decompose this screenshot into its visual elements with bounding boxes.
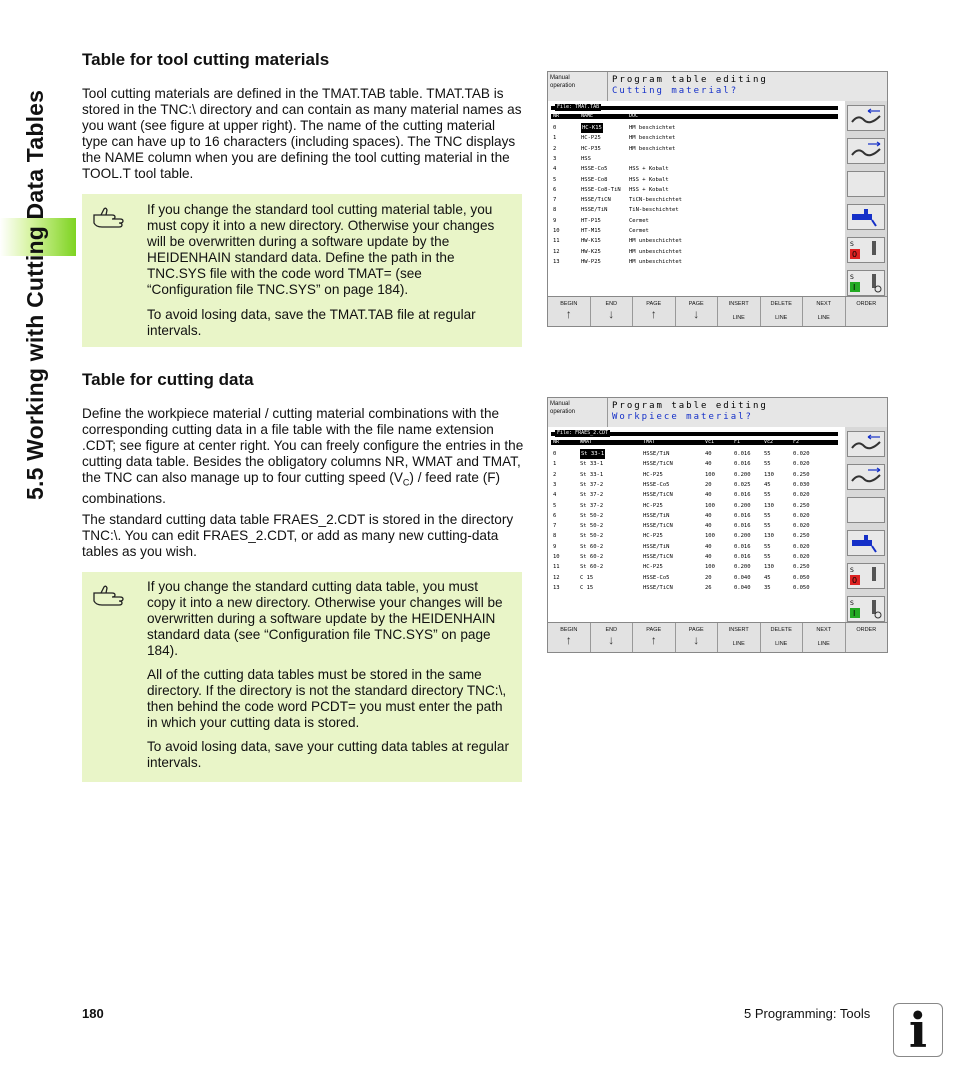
table-cell: TiCN-beschichtet bbox=[629, 197, 682, 204]
screen-header bbox=[608, 398, 887, 428]
table-cell: HC-P25 bbox=[581, 135, 601, 142]
table-row[interactable] bbox=[551, 552, 838, 562]
softkey-label: END bbox=[605, 627, 618, 633]
table-cell: HM unbeschichtet bbox=[629, 238, 682, 245]
coolant-icon bbox=[848, 531, 884, 555]
blank-button[interactable] bbox=[847, 171, 885, 197]
note2-text-3: To avoid losing data, save your cutting data tables at regular intervals. bbox=[147, 739, 509, 770]
col-name: NAME bbox=[581, 113, 594, 119]
spindle-on-icon bbox=[848, 271, 884, 295]
table-cell: St 37-2 bbox=[580, 481, 604, 488]
spindle-on-button[interactable] bbox=[847, 270, 885, 296]
table-cell: 0.200 bbox=[734, 533, 751, 540]
softkey-begin-0[interactable] bbox=[548, 297, 591, 326]
note2-text-1: If you change the standard cutting data table, you must copy it into a new directory. Otherwise your changes will be overwritten during a software update by the HEIDENHAIN standard data (see “Configuration file TNC.SYS” on page 184). bbox=[147, 579, 503, 658]
softkey-label: BEGIN bbox=[560, 627, 578, 633]
table-cell: St 50-2 bbox=[580, 533, 604, 540]
section-heading-tool-cutting-materials: Table for tool cutting materials bbox=[82, 50, 330, 69]
table-cell: HSSE/TiCN bbox=[643, 554, 673, 560]
softkey-label: DELETE bbox=[770, 627, 792, 633]
arrow-icon: ↑ bbox=[565, 307, 572, 321]
table-cell: 0.040 bbox=[734, 574, 751, 581]
table-cell: 40 bbox=[705, 461, 712, 468]
table-cell: 100 bbox=[705, 502, 715, 509]
table-cell: 5 bbox=[553, 502, 557, 509]
softkey-label: LINE bbox=[775, 315, 788, 321]
table-cell: HM unbeschichtet bbox=[629, 248, 682, 255]
svg-text:0: 0 bbox=[852, 576, 858, 585]
softkey-delete-5[interactable] bbox=[761, 623, 804, 652]
col-doc: DOC bbox=[629, 113, 639, 119]
screen-side-panel bbox=[845, 427, 887, 624]
svg-text:S: S bbox=[850, 567, 854, 574]
table-cell: 10 bbox=[553, 228, 560, 234]
table-cell: 0.016 bbox=[734, 492, 751, 499]
table-cell: HC-P25 bbox=[643, 533, 663, 540]
softkey-order-7[interactable] bbox=[846, 623, 888, 652]
blank-button[interactable] bbox=[847, 497, 885, 523]
table-row[interactable] bbox=[551, 470, 838, 480]
table-cell: Cermet bbox=[629, 217, 649, 224]
softkey-next-6[interactable] bbox=[803, 623, 846, 652]
svg-text:I: I bbox=[853, 283, 856, 292]
table-row[interactable] bbox=[551, 573, 838, 583]
table-cell: HC-P25 bbox=[643, 471, 663, 478]
path-left-button[interactable] bbox=[847, 105, 885, 131]
table-cell: HSS bbox=[581, 155, 591, 162]
svg-text:0: 0 bbox=[852, 250, 858, 259]
table-cell: 55 bbox=[764, 461, 771, 468]
softkey-label: LINE bbox=[775, 641, 788, 647]
table-cell: HM beschichtet bbox=[629, 125, 676, 131]
screen-header-line2: Cutting material? bbox=[612, 86, 739, 96]
table-cell: HM unbeschichtet bbox=[629, 258, 682, 265]
softkey-end-1[interactable] bbox=[591, 297, 634, 326]
table-row[interactable] bbox=[551, 501, 838, 511]
arrow-icon: ↑ bbox=[650, 307, 657, 321]
table-cell: HSSE-Co8 bbox=[581, 176, 608, 183]
table-cell: 7 bbox=[553, 197, 557, 204]
table-cell: 0.016 bbox=[734, 554, 751, 560]
table-cell: 12 bbox=[553, 248, 560, 255]
table-cell: 45 bbox=[764, 481, 771, 488]
table-cell: 100 bbox=[705, 533, 715, 540]
arrow-icon: ↓ bbox=[693, 633, 700, 647]
softkey-bar bbox=[548, 622, 887, 652]
softkey-label: NEXT bbox=[816, 301, 832, 307]
table-cell: St 50-2 bbox=[580, 512, 604, 519]
screen-header-line1: Program table editing bbox=[612, 401, 768, 411]
softkey-order-7[interactable] bbox=[846, 297, 888, 326]
table-cell: 0.016 bbox=[734, 523, 751, 530]
table-cell: HSSE-Co5 bbox=[581, 166, 608, 173]
table-cell: 12 bbox=[553, 574, 560, 581]
section-heading-cutting-data: Table for cutting data bbox=[82, 370, 254, 389]
page-number: 180 bbox=[82, 1006, 104, 1021]
table-cell: 8 bbox=[553, 207, 557, 214]
table-cell: 130 bbox=[764, 533, 774, 540]
softkey-label: PAGE bbox=[646, 301, 662, 307]
table-cell: 0 bbox=[553, 125, 557, 131]
table-cell: HSSE/TiCN bbox=[643, 584, 673, 591]
table-cell: 2 bbox=[553, 145, 557, 152]
coolant-icon bbox=[848, 205, 884, 229]
table-cell: 5 bbox=[553, 176, 557, 183]
col-f1: F1 bbox=[734, 439, 741, 445]
table-cell: HSS + Kobalt bbox=[629, 166, 669, 173]
table-cell: 0.020 bbox=[793, 461, 810, 468]
col-wmat: WMAT bbox=[580, 439, 593, 445]
screen-header-line2: Workpiece material? bbox=[612, 412, 753, 422]
table-cell: 26 bbox=[705, 584, 712, 591]
table-row[interactable] bbox=[551, 154, 838, 164]
table-cell: 11 bbox=[553, 564, 560, 571]
section2-paragraph-2: The standard cutting data table FRAES_2.CDT is stored in the directory TNC:\. You can edit FRAES_2.CDT, or add as many new cutting-data tables as you wish. bbox=[82, 512, 514, 559]
table-cell: 0 bbox=[553, 451, 557, 457]
table-cell: 0.250 bbox=[793, 564, 810, 571]
table-cell: 55 bbox=[764, 492, 771, 499]
softkey-label: INSERT bbox=[728, 627, 749, 633]
table-row[interactable] bbox=[551, 521, 838, 531]
table-row[interactable] bbox=[551, 133, 838, 143]
coolant-button[interactable] bbox=[847, 204, 885, 230]
softkey-label: INSERT bbox=[728, 301, 749, 307]
path-right-icon bbox=[848, 139, 884, 163]
table-cell: 0.030 bbox=[793, 481, 810, 488]
table-cell: 2 bbox=[553, 471, 557, 478]
table-cell: 6 bbox=[553, 186, 557, 193]
table-row[interactable] bbox=[551, 583, 838, 593]
table-cell: 10 bbox=[553, 554, 560, 560]
table-cell: 0.020 bbox=[793, 492, 810, 499]
table-cell: 0.016 bbox=[734, 512, 751, 519]
table-cell: 11 bbox=[553, 238, 560, 245]
table-cell: St 60-2 bbox=[580, 564, 604, 571]
softkey-label: LINE bbox=[732, 641, 745, 647]
table-cell: 0.250 bbox=[793, 533, 810, 540]
table-cell: 55 bbox=[764, 512, 771, 519]
table-cell: 0.016 bbox=[734, 543, 751, 550]
table-row[interactable] bbox=[551, 531, 838, 541]
table-cell: St 60-2 bbox=[580, 554, 604, 560]
table-cell: 40 bbox=[705, 554, 712, 560]
table-cell: HT-P15 bbox=[581, 217, 601, 224]
table-cell: 0.050 bbox=[793, 574, 810, 581]
path-right-button[interactable] bbox=[847, 464, 885, 490]
softkey-page-2[interactable] bbox=[633, 623, 676, 652]
col-vc2: Vc2 bbox=[764, 439, 774, 445]
table-cell: TiN-beschichtet bbox=[629, 207, 679, 214]
table-cell: 130 bbox=[764, 502, 774, 509]
table-cell: 100 bbox=[705, 471, 715, 478]
table-cell: HSSE/TiN bbox=[643, 451, 670, 457]
table-cell: 0.020 bbox=[793, 523, 810, 530]
col-tmat: TMAT bbox=[643, 439, 656, 445]
footer-chapter: 5 Programming: Tools bbox=[744, 1006, 871, 1021]
chapter-side-title: 5.5 Working with Cutting Data Tables bbox=[22, 89, 48, 500]
table-cell: 20 bbox=[705, 574, 712, 581]
mode-label: Manual operation bbox=[548, 398, 608, 427]
table-cell: HSSE-Co5 bbox=[643, 481, 670, 488]
table-row[interactable] bbox=[551, 195, 838, 205]
softkey-page-3[interactable] bbox=[676, 297, 719, 326]
table-cell: Cermet bbox=[629, 228, 649, 234]
softkey-insert-4[interactable] bbox=[718, 297, 761, 326]
spindle-off-icon bbox=[848, 238, 884, 262]
table-row[interactable] bbox=[551, 205, 838, 215]
softkey-label: PAGE bbox=[688, 627, 704, 633]
table-cell: St 37-2 bbox=[580, 492, 604, 499]
table-row[interactable] bbox=[551, 459, 838, 469]
table-cell: HT-M15 bbox=[581, 228, 601, 234]
table-cell: St 33-1 bbox=[580, 461, 604, 468]
table-cell: 40 bbox=[705, 451, 712, 457]
table-cell: 0.200 bbox=[734, 502, 751, 509]
table-cell: 13 bbox=[553, 258, 560, 265]
screen-header-line1: Program table editing bbox=[612, 75, 768, 85]
file-name: File: FRAES_2.CDT bbox=[557, 430, 609, 436]
softkey-delete-5[interactable] bbox=[761, 297, 804, 326]
table-cell: 0.016 bbox=[734, 451, 751, 457]
table-header bbox=[551, 114, 838, 119]
table-cell: 3 bbox=[553, 155, 557, 162]
table-cell: HC-P25 bbox=[643, 502, 663, 509]
table-cell: 9 bbox=[553, 543, 557, 550]
svg-text:S: S bbox=[850, 600, 854, 607]
table-header bbox=[551, 440, 838, 445]
table-cell: HW-P25 bbox=[581, 258, 601, 265]
softkey-label: PAGE bbox=[688, 301, 704, 307]
table-cell: 0.025 bbox=[734, 481, 751, 488]
col-nr: NR bbox=[553, 439, 560, 445]
table-cell: HSSE-Co8-TiN bbox=[581, 186, 621, 193]
col-vc1: Vc1 bbox=[705, 439, 715, 445]
softkey-begin-0[interactable] bbox=[548, 623, 591, 652]
arrow-icon: ↓ bbox=[608, 633, 615, 647]
table-cell: 55 bbox=[764, 451, 771, 457]
table-cell: HC-P35 bbox=[581, 145, 601, 152]
table-cell: 40 bbox=[705, 492, 712, 499]
pointing-hand-icon bbox=[92, 206, 128, 230]
spindle-off-icon bbox=[848, 564, 884, 588]
table-cell: 20 bbox=[705, 481, 712, 488]
table-cell: 130 bbox=[764, 564, 774, 571]
screen-side-panel bbox=[845, 101, 887, 298]
arrow-icon: ↑ bbox=[650, 633, 657, 647]
table-row[interactable] bbox=[551, 449, 838, 459]
table-row[interactable] bbox=[551, 562, 838, 572]
softkey-label: ORDER bbox=[856, 627, 877, 633]
table-cell: 4 bbox=[553, 492, 557, 499]
table-cell: HSSE/TiN bbox=[643, 543, 670, 550]
table-row[interactable] bbox=[551, 185, 838, 195]
col-f2: F2 bbox=[793, 439, 800, 445]
table-row[interactable] bbox=[551, 490, 838, 500]
path-left-icon bbox=[848, 432, 884, 456]
table-cell: HM beschichtet bbox=[629, 135, 676, 142]
table-cell: St 60-2 bbox=[580, 543, 604, 550]
table-row[interactable] bbox=[551, 247, 838, 257]
table-cell: 7 bbox=[553, 523, 557, 530]
table-cell: 1 bbox=[553, 461, 557, 468]
softkey-page-2[interactable] bbox=[633, 297, 676, 326]
mode-label: Manual operation bbox=[548, 72, 608, 101]
note-box-cutting-data bbox=[82, 572, 522, 782]
spindle-off-button[interactable] bbox=[847, 563, 885, 589]
info-icon: i bbox=[893, 1003, 943, 1057]
table-cell: HSSE/TiCN bbox=[643, 461, 673, 468]
softkey-page-3[interactable] bbox=[676, 623, 719, 652]
blank-icon bbox=[848, 498, 884, 522]
table-cell: 0.020 bbox=[793, 451, 810, 457]
table-cell: HSS + Kobalt bbox=[629, 186, 669, 193]
table-cell: 100 bbox=[705, 564, 715, 571]
softkey-next-6[interactable] bbox=[803, 297, 846, 326]
table-cell: 0.200 bbox=[734, 471, 751, 478]
spindle-on-icon bbox=[848, 597, 884, 621]
path-left-button[interactable] bbox=[847, 431, 885, 457]
spindle-on-button[interactable] bbox=[847, 596, 885, 622]
softkey-label: ORDER bbox=[856, 301, 877, 307]
softkey-label: LINE bbox=[817, 641, 830, 647]
softkey-label: LINE bbox=[817, 315, 830, 321]
path-right-button[interactable] bbox=[847, 138, 885, 164]
table-cell: HC-P25 bbox=[643, 564, 663, 571]
table-row[interactable] bbox=[551, 216, 838, 226]
path-left-icon bbox=[848, 106, 884, 130]
table-cell: St 33-1 bbox=[581, 451, 605, 457]
table-cell: HSSE/TiCN bbox=[581, 197, 611, 204]
table-cell: HSS + Kobalt bbox=[629, 176, 669, 183]
svg-text:S: S bbox=[850, 274, 854, 281]
table-cell: 1 bbox=[553, 135, 557, 142]
note1-text-2: To avoid losing data, save the TMAT.TAB file at regular intervals. bbox=[147, 307, 476, 338]
table-cell: 55 bbox=[764, 543, 771, 550]
table-cell: 130 bbox=[764, 471, 774, 478]
softkey-insert-4[interactable] bbox=[718, 623, 761, 652]
arrow-icon: ↓ bbox=[693, 307, 700, 321]
col-nr: NR bbox=[553, 113, 560, 119]
table-cell: 4 bbox=[553, 166, 557, 173]
table-row[interactable] bbox=[551, 480, 838, 490]
table-cell: 0.250 bbox=[793, 502, 810, 509]
coolant-button[interactable] bbox=[847, 530, 885, 556]
softkey-label: BEGIN bbox=[560, 301, 578, 307]
tnc-screen-cutting-data bbox=[547, 397, 888, 653]
table-cell: 0.200 bbox=[734, 564, 751, 571]
table-row[interactable] bbox=[551, 511, 838, 521]
section2-paragraph-1: Define the workpiece material / cutting material combinations with the corresponding cutting data in a file table with the file name extension .CDT; see figure at center right. You can freely configure the entries in the cutting data table. Besides the obligatory columns NR, WMAT and TMAT, the TNC can also manage up to four cutting speed $(V_C)$ / feed rate (F) combinations. bbox=[82, 406, 524, 506]
table-row[interactable] bbox=[551, 236, 838, 246]
softkey-label: END bbox=[605, 301, 618, 307]
table-cell: 0.250 bbox=[793, 471, 810, 478]
table-cell: C 15 bbox=[580, 574, 594, 581]
table-cell: HW-K25 bbox=[581, 248, 601, 255]
table-cell: 55 bbox=[764, 523, 771, 530]
table-cell: 6 bbox=[553, 512, 557, 519]
section1-paragraph: Tool cutting materials are defined in the TMAT.TAB table. TMAT.TAB is stored in the TNC:\ directory and can contain as many material names as you want (see figure at upper right). The name of the cutting material type can have up to 16 characters (including spaces). The TNC displays the NAME column when you are defining the tool cutting material in the TOOL.T tool table. bbox=[82, 86, 522, 181]
table-cell: St 37-2 bbox=[580, 502, 604, 509]
table-cell: 8 bbox=[553, 533, 557, 540]
table-row[interactable] bbox=[551, 542, 838, 552]
table-cell: 0.020 bbox=[793, 543, 810, 550]
note-box-tool-materials bbox=[82, 194, 522, 347]
note1-text-1: If you change the standard tool cutting material table, you must copy it into a new directory. Otherwise your changes will be overwritten during a software update by the HEIDENHAIN standard data. Define the path in the TNC.SYS file with the code word TMAT= (see “Configuration file TNC.SYS” on page 184). bbox=[147, 202, 495, 297]
table-cell: 35 bbox=[764, 584, 771, 591]
blank-icon bbox=[848, 172, 884, 196]
table-cell: HSSE/TiN bbox=[643, 512, 670, 519]
softkey-label: LINE bbox=[732, 315, 745, 321]
table-row[interactable] bbox=[551, 164, 838, 174]
table-cell: HSSE/TiCN bbox=[643, 492, 673, 499]
softkey-label: PAGE bbox=[646, 627, 662, 633]
table-cell: 0.020 bbox=[793, 512, 810, 519]
table-cell: HSSE/TiCN bbox=[643, 523, 673, 530]
table-cell: 55 bbox=[764, 554, 771, 560]
table-cell: 0.040 bbox=[734, 584, 751, 591]
table-row[interactable] bbox=[551, 175, 838, 185]
table-cell: HW-K15 bbox=[581, 238, 601, 245]
softkey-end-1[interactable] bbox=[591, 623, 634, 652]
softkey-label: NEXT bbox=[816, 627, 832, 633]
table-cell: 40 bbox=[705, 543, 712, 550]
tnc-screen-tmat bbox=[547, 71, 888, 327]
table-row[interactable] bbox=[551, 123, 838, 133]
table-cell: 0.020 bbox=[793, 554, 810, 560]
svg-text:S: S bbox=[850, 241, 854, 248]
svg-text:I: I bbox=[853, 609, 856, 618]
table-cell: St 33-1 bbox=[580, 471, 604, 478]
arrow-icon: ↓ bbox=[608, 307, 615, 321]
softkey-label: DELETE bbox=[770, 301, 792, 307]
screen-header bbox=[608, 72, 887, 102]
table-cell: 0.016 bbox=[734, 461, 751, 468]
arrow-icon: ↑ bbox=[565, 633, 572, 647]
table-cell: 45 bbox=[764, 574, 771, 581]
path-right-icon bbox=[848, 465, 884, 489]
table-row[interactable] bbox=[551, 257, 838, 267]
table-cell: St 50-2 bbox=[580, 523, 604, 530]
table-cell: HSSE-Co5 bbox=[643, 574, 670, 581]
pointing-hand-icon bbox=[92, 584, 128, 608]
softkey-bar bbox=[548, 296, 887, 326]
table-row[interactable] bbox=[551, 226, 838, 236]
table-cell: 3 bbox=[553, 481, 557, 488]
screen-table bbox=[548, 427, 846, 624]
table-cell: 9 bbox=[553, 217, 557, 224]
table-cell: 40 bbox=[705, 523, 712, 530]
note2-text-2: All of the cutting data tables must be stored in the same directory. If the directory is not the standard directory TNC:\, then behind the code word PCDT= you must enter the path in which your cutting data is stored. bbox=[147, 667, 507, 730]
table-cell: 13 bbox=[553, 584, 560, 591]
table-cell: 40 bbox=[705, 512, 712, 519]
screen-table bbox=[548, 101, 846, 298]
table-row[interactable] bbox=[551, 144, 838, 154]
table-cell: HM beschichtet bbox=[629, 145, 676, 152]
table-cell: HC-K15 bbox=[582, 125, 602, 131]
spindle-off-button[interactable] bbox=[847, 237, 885, 263]
file-name: File: TMAT.TAB bbox=[557, 104, 600, 110]
table-cell: 0.050 bbox=[793, 584, 810, 591]
table-cell: HSSE/TiN bbox=[581, 207, 608, 214]
table-cell: C 15 bbox=[580, 584, 594, 591]
